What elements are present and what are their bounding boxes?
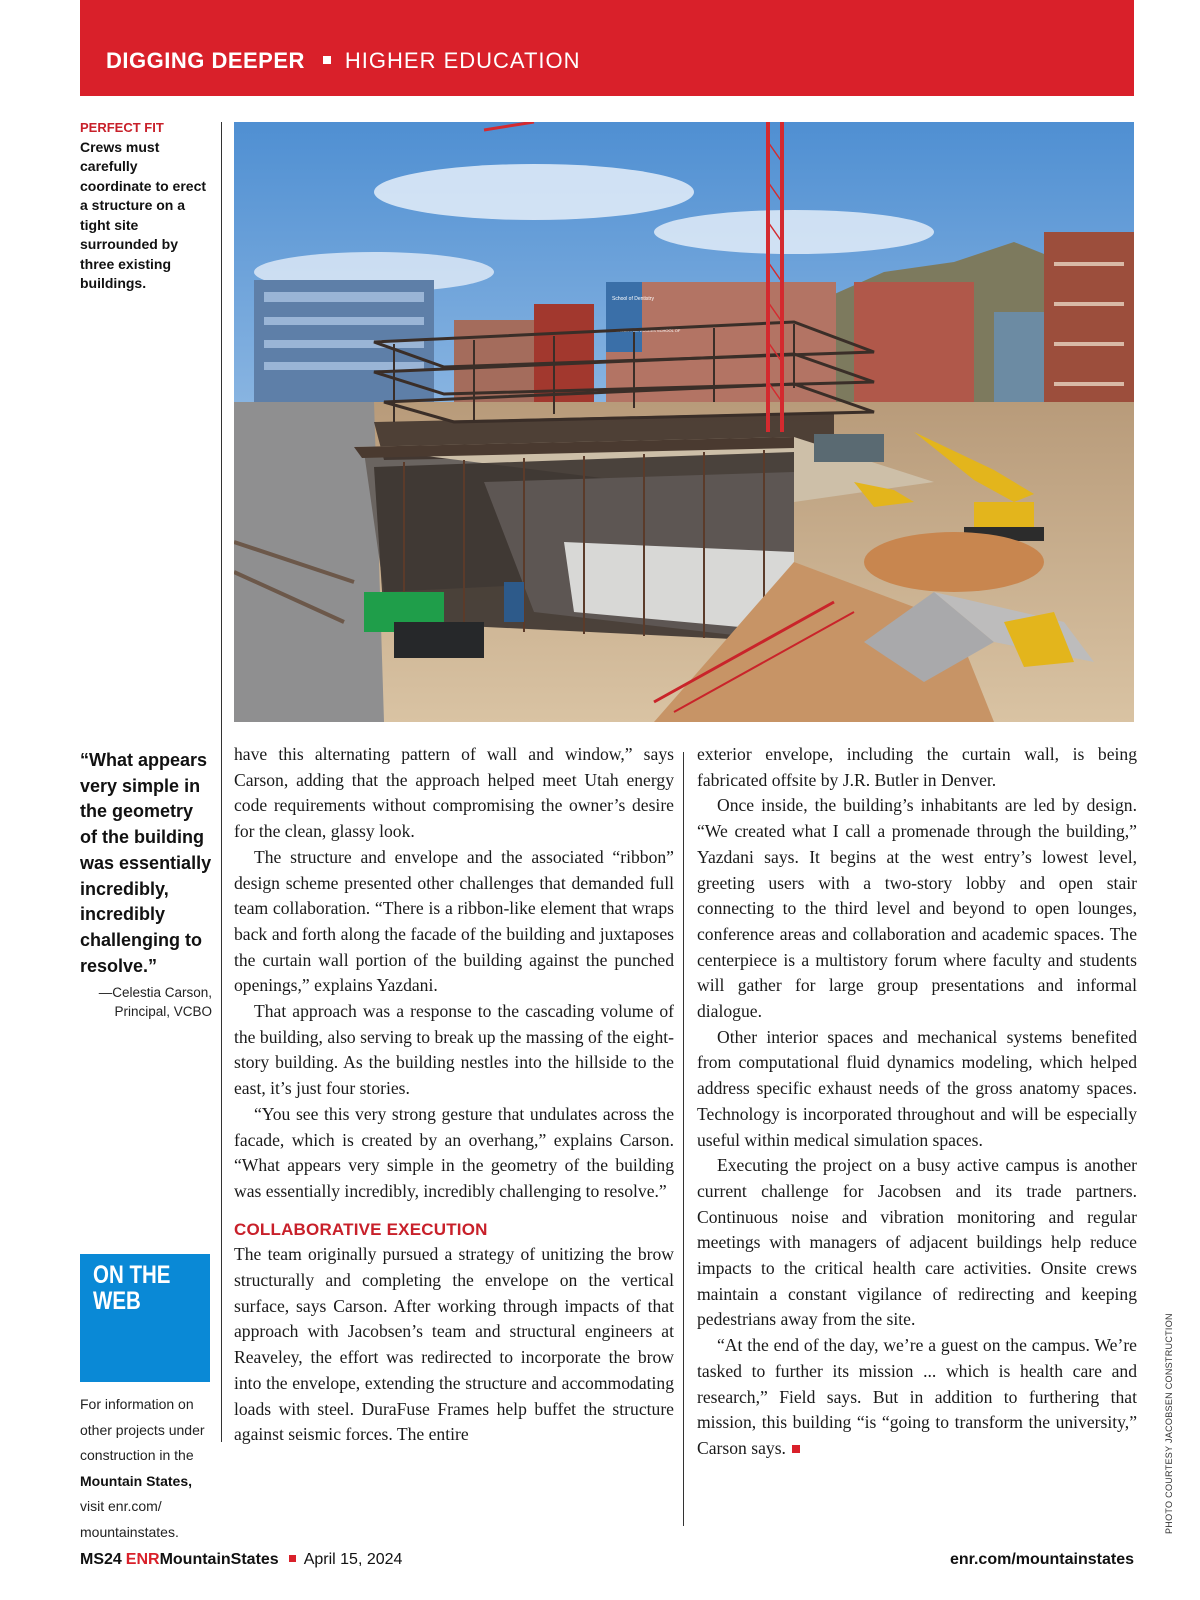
pull-quote-attribution-title: Principal, VCBO [114, 1004, 212, 1020]
page-number: MS24 [80, 1551, 122, 1568]
article-paragraph: That approach was a response to the cascading volume of the building, also serving to break up the massing of the eight-story building. As the building nestles into the hillside to the east, it’s just four stories. [234, 1001, 674, 1099]
article-paragraph: “You see this very strong gesture that undulates across the facade, which is created by an overhang,” explains Carson. “What appears very simple in the geometry of the building was essentially incredibly, incredibly challenging to resolve.” [234, 1103, 674, 1201]
section-header [106, 48, 581, 74]
on-the-web-info-prefix: For information on other projects under construction in the [80, 1396, 205, 1464]
end-of-article-mark [792, 1445, 800, 1453]
on-the-web-info-bold: Mountain States, [80, 1472, 193, 1489]
footer-square-bullet [289, 1555, 296, 1562]
header-kicker: DIGGING DEEPER [106, 48, 305, 73]
article-paragraph: Executing the project on a busy active campus is another current challenge for Jacobsen and its trade partners. Continuous noise and vibration monitoring and regular meetings with managers of adjacent buildings help reduce impacts to the critical health care activities. Onsite crews maintain a constant vigilance of redirecting and keeping pedestrians away from the site. [697, 1155, 1137, 1330]
caption-text: Crews must carefully coordinate to erect a structure on a tight site surrounded by three existing buildings. [80, 138, 207, 291]
header-section: HIGHER EDUCATION [344, 48, 581, 73]
photo-sign-text-2: SPENCER FOX ECCLES SCHOOL OF [610, 328, 681, 333]
on-the-web-info-suffix: visit enr.com/ mountainstates. [80, 1498, 179, 1540]
article-final-paragraph [697, 1333, 1137, 1462]
article-column-2 [697, 742, 1137, 1462]
article-paragraph: have this alternating pattern of wall and window,” says Carson, adding that the approach helped meet Utah energy code requirements without compromising the owner’s desire for the clean, glassy look. [234, 744, 674, 842]
article-paragraph: exterior envelope, including the curtain wall, is being fabricated offsite by J.R. Butler in Denver. [697, 744, 1137, 790]
article-final-paragraph-text: “At the end of the day, we’re a guest on the campus. We’re tasked to further its mission ... which is health care and research,” Field says. But in addition to furthering that mission, this building “is “going to transform the university,” Carson says. [697, 1335, 1137, 1458]
pull-quote-attribution-name: —Celestia Carson, [98, 985, 212, 1001]
photo-sign-text-1: School of Dentistry [612, 296, 654, 302]
article-paragraph: Once inside, the building’s inhabitants are led by design. “We created what I call a promenade through the building,” Yazdani says. It begins at the west entry’s lowest level, greeting users with a two-story lobby and open stair connecting to the third level and beyond to open lounges, conference areas and collaboration and academic spaces. The centerpiece is a multistory forum where faculty and students will gather for large group presentations and informal dialogue. [697, 795, 1137, 1022]
construction-photo-illustration [234, 122, 1134, 722]
photo-credit: PHOTO COURTESY JACOBSEN CONSTRUCTION [1164, 1313, 1174, 1534]
column-divider-center [683, 752, 684, 1526]
header-square-bullet [323, 56, 331, 64]
pull-quote-attribution [80, 983, 212, 1021]
article-subhead: COLLABORATIVE EXECUTION [234, 1219, 488, 1239]
pull-quote-text: “What appears very simple in the geometry of the building was essentially incredibly, incredibly challenging to resolve.” [80, 750, 212, 976]
footer-url[interactable]: enr.com/mountainstates [949, 1551, 1134, 1568]
caption-title: PERFECT FIT [80, 120, 164, 135]
photo-caption [80, 118, 208, 294]
magazine-name: MountainStates [159, 1551, 279, 1568]
on-the-web-title: ON THE WEB [93, 1261, 171, 1315]
construction-site-photo [234, 122, 1134, 722]
pull-quote [80, 748, 212, 1021]
enr-logo-text: ENR [125, 1551, 160, 1568]
article-paragraph: The team originally pursued a strategy of unitizing the brow structurally and completing the envelope on the vertical surface, says Carson. After working through impacts of that approach with Jacobsen’s team and structural engineers at Reaveley, the effort was redirected to incorporate the brow into the envelope, extending the structure and accommodating loads with steel. DuraFuse Frames help buffet the structure against seismic forces. The entire [234, 1244, 674, 1445]
issue-date: April 15, 2024 [303, 1551, 403, 1568]
article-paragraph: The structure and envelope and the associated “ribbon” design scheme presented other challenges that demanded full team collaboration. “There is a ribbon-like element that wraps back and forth along the facade of the building and juxtaposes the curtain wall portion of the building against the punched openings,” explains Yazdani. [234, 846, 674, 996]
footer-folio [80, 1551, 402, 1569]
article-paragraph: Other interior spaces and mechanical systems benefited from computational fluid dynamics modeling, which helped address specific exhaust needs of the gross anatomy spaces. Technology is incorporated throughout and will be especially useful within medical simulation spaces. [697, 1026, 1137, 1150]
article-column-1 [234, 742, 674, 1448]
column-divider-left [221, 122, 222, 1442]
on-the-web-info [80, 1392, 212, 1546]
